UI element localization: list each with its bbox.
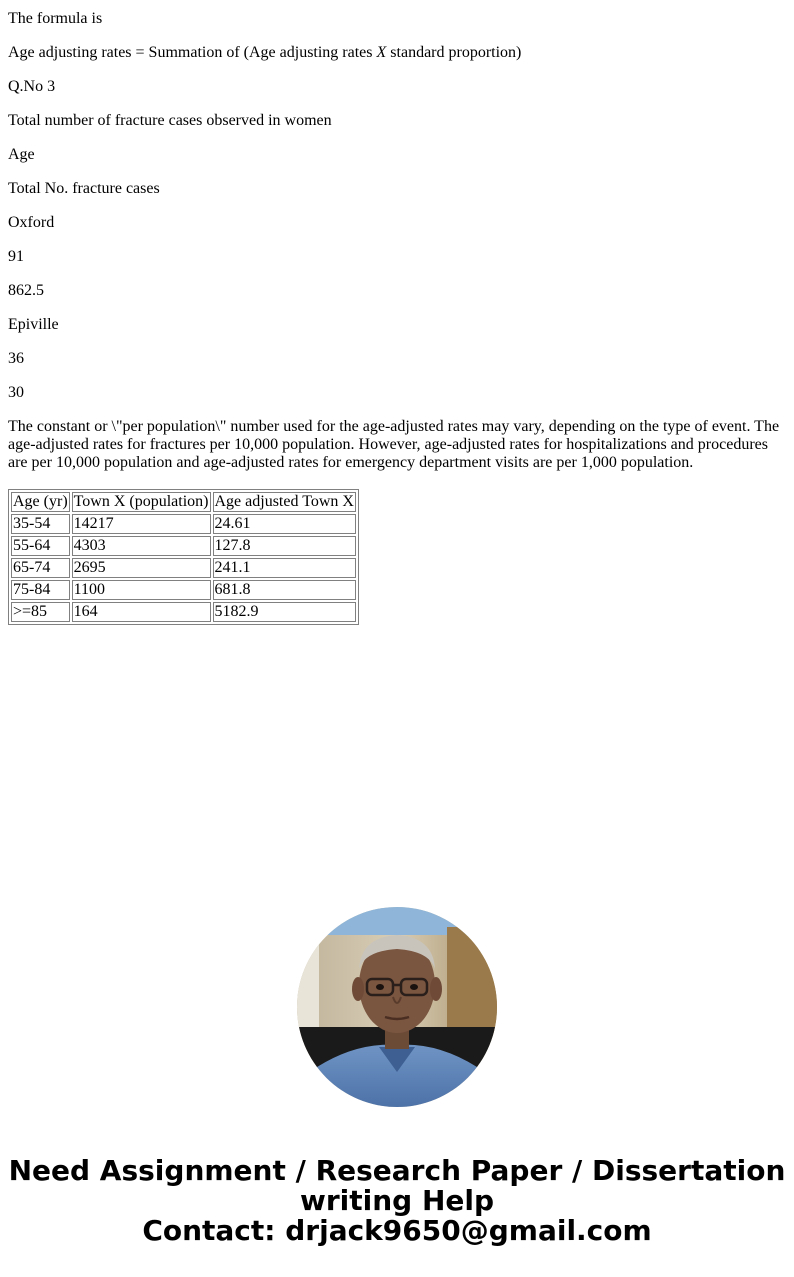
epiville-label: Epiville bbox=[8, 316, 59, 333]
formula-title: The formula is bbox=[8, 10, 103, 27]
table-cell: 4303 bbox=[72, 536, 211, 556]
total-fracture-heading: Total number of fracture cases observed in women bbox=[8, 112, 332, 129]
promo-banner bbox=[0, 1156, 794, 1246]
banner-contact: Contact: drjack9650@gmail.com bbox=[142, 1214, 652, 1247]
table-cell: 241.1 bbox=[213, 558, 356, 578]
table-row bbox=[11, 580, 356, 600]
table-cell: 2695 bbox=[72, 558, 211, 578]
banner-line-2: writing Help bbox=[299, 1184, 495, 1217]
total-cases-label: Total No. fracture cases bbox=[8, 180, 160, 197]
table-cell: 14217 bbox=[72, 514, 211, 534]
table-cell: 24.61 bbox=[213, 514, 356, 534]
oxford-value-2: 862.5 bbox=[8, 282, 44, 299]
table-cell: 5182.9 bbox=[213, 602, 356, 622]
table-header-cell: Age (yr) bbox=[13, 493, 68, 510]
age-adjusted-table bbox=[8, 489, 359, 625]
table-cell: 164 bbox=[72, 602, 211, 622]
formula-text bbox=[8, 44, 521, 62]
author-avatar bbox=[297, 907, 497, 1107]
table-cell: 75-84 bbox=[11, 580, 70, 600]
author-portrait-icon bbox=[297, 907, 497, 1107]
age-label: Age bbox=[8, 146, 35, 163]
banner-line-1: Need Assignment / Research Paper / Dissertation bbox=[8, 1154, 786, 1187]
table-header-row bbox=[11, 492, 356, 512]
formula-text-before: Age adjusting rates = Summation of (Age adjusting rates bbox=[8, 44, 377, 61]
table-row bbox=[11, 558, 356, 578]
epiville-value-2: 30 bbox=[8, 384, 24, 401]
table-cell: 65-74 bbox=[11, 558, 70, 578]
epiville-value-1: 36 bbox=[8, 350, 24, 367]
question-number: Q.No 3 bbox=[8, 78, 56, 95]
table-cell: 55-64 bbox=[11, 536, 70, 556]
table-row bbox=[11, 536, 356, 556]
table-cell: 1100 bbox=[72, 580, 211, 600]
table-cell: >=85 bbox=[11, 602, 70, 622]
table-cell: 681.8 bbox=[213, 580, 356, 600]
table-cell: 35-54 bbox=[11, 514, 70, 534]
constant-paragraph: The constant or \"per population\" number used for the age-adjusted rates may vary, depending on the type of event. The age-adjusted rates for fractures per 10,000 population. However, age-adjusted rates for hospitalizations and procedures are per 10,000 population and age-adjusted rates for emergency department visits are per 1,000 population. bbox=[8, 418, 780, 471]
table-row bbox=[11, 602, 356, 622]
formula-x: X bbox=[376, 44, 387, 61]
oxford-label: Oxford bbox=[8, 214, 55, 231]
table-cell: 127.8 bbox=[213, 536, 356, 556]
oxford-value-1: 91 bbox=[8, 248, 24, 265]
table-row bbox=[11, 514, 356, 534]
formula-text-after: standard proportion) bbox=[386, 44, 522, 61]
table-header-cell: Age adjusted Town X bbox=[214, 493, 354, 510]
table-header-cell: Town X (population) bbox=[73, 493, 209, 510]
